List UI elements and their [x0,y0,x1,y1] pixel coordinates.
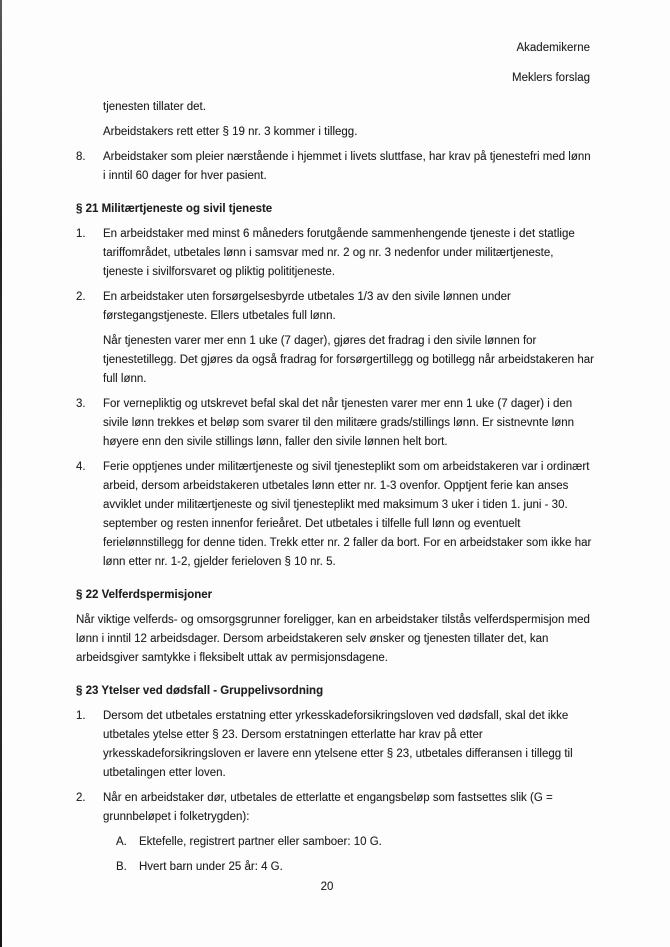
page-footer [0,881,654,893]
list-item-text: Dersom det utbetales erstatning etter yrkesskadeforsikringsloven ved dødsfall, skal det ikke utbetales ytelse etter § 23. Dersom erstatningen etterlatte har krav på etter yrkesskadeforsikringsloven er lavere enn ytelsene etter § 23, utbetales differansen i tillegg til utbetalingen etter loven. [103,710,573,779]
list-item [76,789,596,827]
list-item-text: Når en arbeidstaker dør, utbetales de etterlatte et engangsbeløp som fastsettes slik (G = grunnbeløpet i folketrygden): [103,792,553,823]
paragraph: Når viktige velferds- og omsorgsgrunner foreligger, kan en arbeidstaker tilstås velferdspermisjon med lønn i inntil 12 arbeidsdager. Dersom arbeidstakeren selv ønsker og tjenesten tillater det, kan arbeidsgiver samtykke i fleksibelt uttak av permisjonsdagene. [76,614,590,664]
list-marker: 2. [76,792,86,804]
list-item-text: For vernepliktig og utskrevet befal skal det når tjenesten varer mer enn 1 uke (7 dager) i den sivile lønn trekkes et beløp som svarer til den militære grads/stillings lønn. Er sistnevnte lønn høyere enn den sivile stillings lønn, faller den sivile lønnen helt bort. [103,398,575,448]
sub-list-item [76,858,596,877]
list-marker: 3. [76,398,86,410]
sub-list-item [76,833,596,852]
paragraph: Arbeidstakers rett etter § 19 nr. 3 kommer i tillegg. [103,126,358,138]
list-item [76,288,596,326]
document-body [76,98,596,883]
list-marker: 1. [76,228,86,240]
section-heading: § 22 Velferdspermisjoner [76,589,213,601]
list-marker: B. [116,861,127,873]
list-item [76,707,596,783]
list-item [76,395,596,452]
paragraph: tjenesten tillater det. [103,101,206,113]
list-item-text: Ferie opptjenes under militærtjeneste og sivil tjenesteplikt som om arbeidstakeren var i ordinært arbeid, dersom arbeidstakeren utbetales lønn etter nr. 1-3 ovenfor. Opptjent ferie kan anses avviklet under militærtjeneste og sivil tjenesteplikt med maksimum 3 uker i tiden 1. juni - 30. september og resten innenfor ferieåret. Det utbetales i tilfelle full lønn og eventuelt ferielønnstillegg for denne tiden. Trekk etter nr. 2 faller da bort. For en arbeidstaker som ikke har lønn etter nr. 1-2, gjelder ferieloven § 10 nr. 5. [103,461,592,568]
list-item-text: En arbeidstaker med minst 6 måneders forutgående sammenhengende tjeneste i det statlige tariffområdet, utbetales lønn i samsvar med nr. 2 og nr. 3 nedenfor under militærtjeneste, tjeneste i sivilforsvaret og pliktig polititjeneste. [103,228,575,278]
list-marker: 4. [76,461,86,473]
list-marker: 8. [76,151,86,163]
list-item [76,458,596,572]
section-heading: § 21 Militærtjeneste og sivil tjeneste [76,203,273,215]
list-item-text: Ektefelle, registrert partner eller samboer: 10 G. [139,836,382,848]
list-marker: A. [116,836,127,848]
list-item-text: En arbeidstaker uten forsørgelsesbyrde utbetales 1/3 av den sivile lønnen under førstegangstjeneste. Ellers utbetales full lønn. [103,291,511,322]
list-item-text: Arbeidstaker som pleier nærstående i hjemmet i livets sluttfase, har krav på tjenestefri med lønn i inntil 60 dager for hver pasient. [103,151,591,182]
page-number: 20 [320,881,334,893]
list-marker: 1. [76,710,86,722]
list-item-text: Hvert barn under 25 år: 4 G. [139,861,283,873]
list-item [76,225,596,282]
section-heading: § 23 Ytelser ved dødsfall - Gruppelivsordning [76,685,324,697]
document-header [512,42,590,84]
scan-edge-artifact [0,0,2,947]
list-item [76,148,596,186]
header-org-name: Akademikerne [516,42,590,54]
list-marker: 2. [76,291,86,303]
paragraph: Når tjenesten varer mer enn 1 uke (7 dager), gjøres det fradrag i den sivile lønnen for tjenestetillegg. Det gjøres da også fradrag for forsørgertillegg og botillegg når arbeidstakeren har full lønn. [103,335,594,385]
header-doc-subtitle: Meklers forslag [512,72,590,84]
